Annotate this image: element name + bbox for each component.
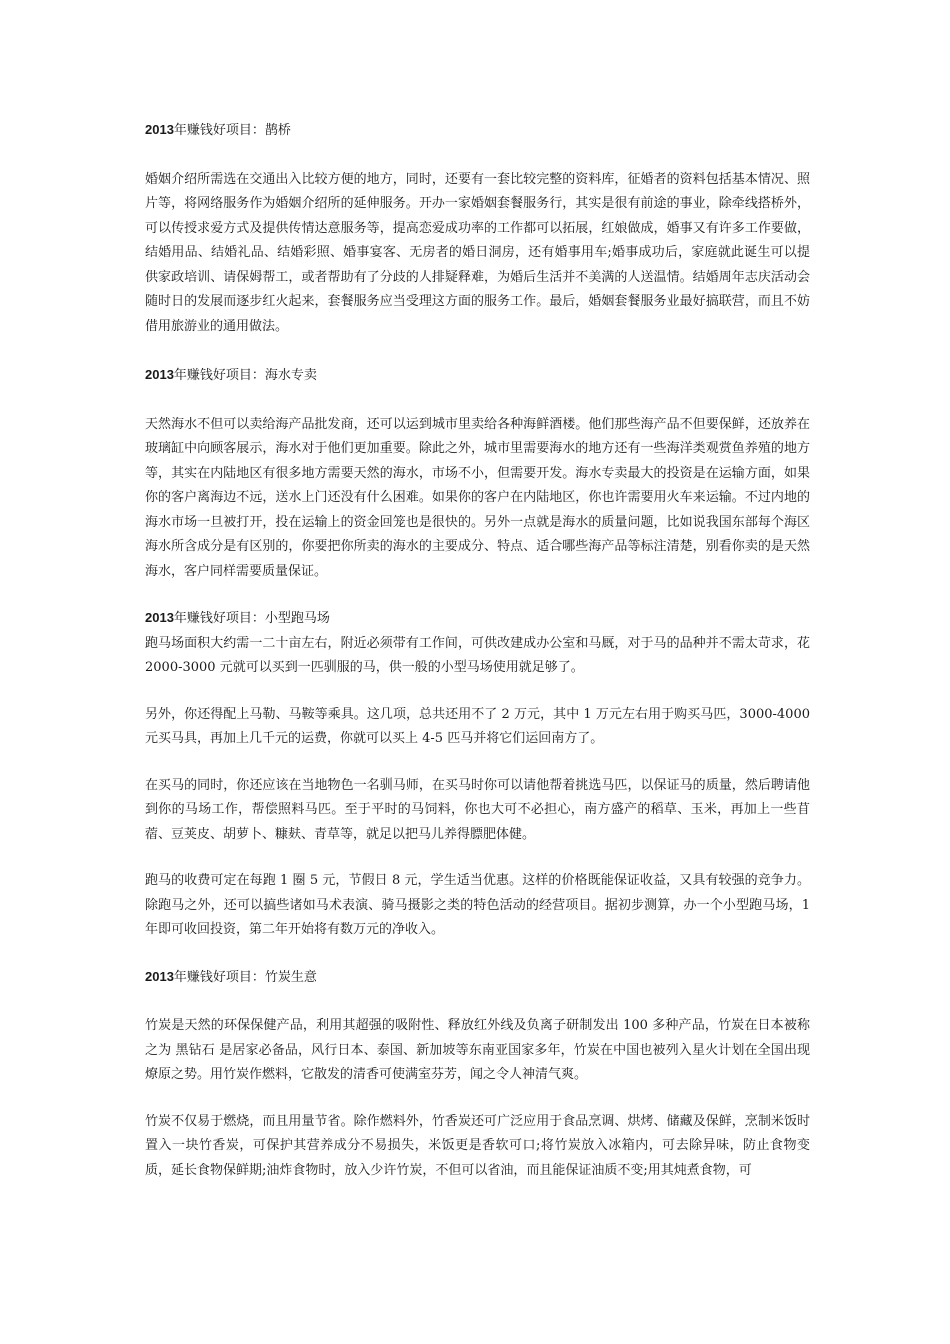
heading-year: 2013: [145, 610, 174, 625]
document-page: [145, 118, 810, 1183]
heading-title: 年赚钱好项目：竹炭生意: [173, 969, 317, 985]
heading-year: 2013: [145, 122, 174, 137]
paragraph: 在买马的同时，你还应该在当地物色一名驯马师，在买马时你可以请他帮着挑选马匹，以保证马的质量，然后聘请他到你的马场工作，帮偿照料马匹。至于平时的马饲料，你也大可不必担心，南方盛产的稻草、玉米，再加上一些苜蓿、豆荚皮、胡萝卜、糠麸、青草等，就足以把马儿养得膘肥体健。: [145, 777, 810, 842]
heading-title: 年赚钱好项目：小型跑马场: [173, 611, 330, 626]
paragraph: 竹炭不仅易于燃烧，而且用量节省。除作燃料外，竹香炭还可广泛应用于食品烹调、烘烤、储藏及保鲜，烹制米饭时置入一块竹香炭，可保护其营养成分不易损失，米饭更是香软可口;将竹炭放入冰箱内，可去除异味，防止食物变质，延长食物保鲜期;油炸食物时，放入少许竹炭，不但可以省油，而且能保证油质不变;用其炖煮食物，可: [145, 1113, 810, 1178]
section-heading: [145, 363, 810, 389]
heading-title: 年赚钱好项目：鹊桥: [173, 123, 291, 138]
paragraph: 婚姻介绍所需选在交通出入比较方便的地方，同时，还要有一套比较完整的资料库，征婚者的资料包括基本情况、照片等，将网络服务作为婚姻介绍所的延伸服务。开办一家婚姻套餐服务行，其实是很有前途的事业，除牵线搭桥外，可以传授求爱方式及提供传情达意服务等，提高恋爱成功率的工作都可以拓展，红娘做成，婚事又有许多工作要做，结婚用品、结婚礼品、结婚彩照、婚事宴客、无房者的婚日洞房，还有婚事用车;婚事成功后，家庭就此诞生可以提供家政培训、请保姆帮工，或者帮助有了分歧的人排疑释难，为婚后生活并不美满的人送温情。结婚周年志庆活动会随时日的发展而逐步红火起来，套餐服务应当受理这方面的服务工作。最后，婚姻套餐服务业最好搞联营，而且不妨借用旅游业的通用做法。: [145, 171, 810, 334]
heading-year: 2013: [145, 367, 174, 382]
section-heading: [145, 606, 810, 632]
section-heading: [145, 118, 810, 144]
paragraph: 竹炭是天然的环保保健产品，利用其超强的吸附性、释放红外线及负离子研制发出 100 多种产品，竹炭在日本被称之为 黑钻石 是居家必备品，风行日本、泰国、新加坡等东南亚国家多年，竹炭在中国也被列入星火计划在全国出现燎原之势。用竹炭作燃料，它散发的清香可使满室芬芳，闻之令人神清气爽。: [145, 1018, 810, 1082]
paragraph: 另外，你还得配上马勒、马鞍等乘具。这几项，总共还用不了 2 万元，其中 1 万元左右用于购买马匹，3000-4000元买马具，再加上几千元的运费，你就可以买上 4-5 匹马并将它们运回南方了。: [145, 706, 810, 746]
heading-year: 2013: [145, 968, 174, 984]
section-heading: [145, 965, 810, 991]
paragraph: 跑马场面积大约需一二十亩左右，附近必须带有工作间，可供改建成办公室和马厩，对于马的品种并不需太苛求，花 2000-3000 元就可以买到一匹驯服的马，供一般的小型马场使用就足够了。: [145, 635, 810, 675]
heading-title: 年赚钱好项目：海水专卖: [173, 368, 317, 383]
paragraph: 天然海水不但可以卖给海产品批发商，还可以运到城市里卖给各种海鲜酒楼。他们那些海产品不但要保鲜，还放养在玻璃缸中向顾客展示，海水对于他们更加重要。除此之外，城市里需要海水的地方还有一些海洋类观赏鱼养殖的地方等，其实在内陆地区有很多地方需要天然的海水，市场不小，但需要开发。海水专卖最大的投资是在运输方面，如果你的客户离海边不远，送水上门还没有什么困难。如果你的客户在内陆地区，你也许需要用火车来运输。不过内地的海水市场一旦被打开，投在运输上的资金回笼也是很快的。另外一点就是海水的质量问题，比如说我国东部每个海区海水所含成分是有区别的，你要把你所卖的海水的主要成分、特点、适合哪些海产品等标注清楚，别看你卖的是天然海水，客户同样需要质量保证。: [145, 416, 810, 579]
paragraph: 跑马的收费可定在每跑 1 圈 5 元，节假日 8 元，学生适当优惠。这样的价格既能保证收益，又具有较强的竞争力。除跑马之外，还可以搞些诸如马术表演、骑马摄影之类的特色活动的经营项目。据初步测算，办一个小型跑马场，1 年即可收回投资，第二年开始将有数万元的净收入。: [145, 873, 810, 937]
